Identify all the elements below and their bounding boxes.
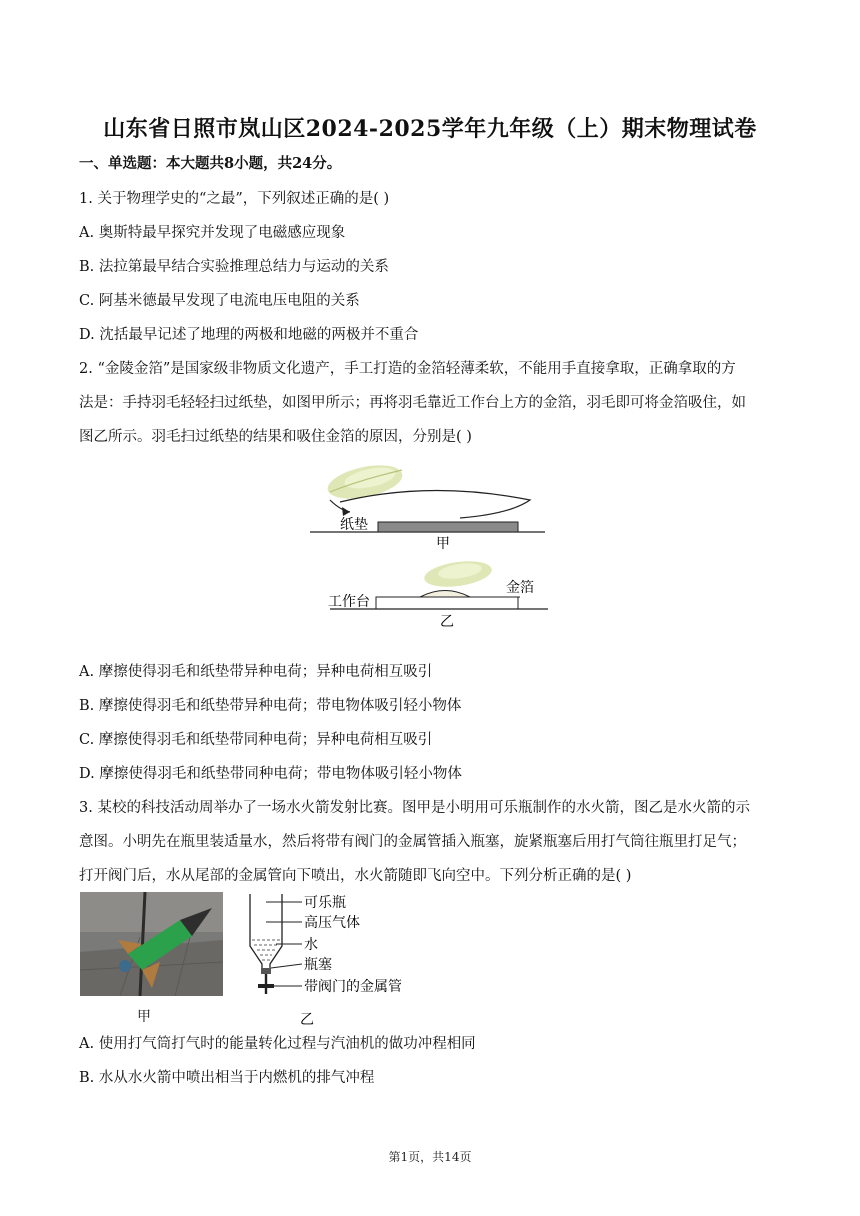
q3-option-b: B. 水从水火箭中喷出相当于内燃机的排气冲程	[79, 1070, 375, 1086]
q2-option-d: D. 摩擦使得羽毛和纸垫带同种电荷；带电物体吸引轻小物体	[79, 766, 462, 782]
section-heading: 一、单选题：本大题共8小题，共24分。	[79, 155, 342, 172]
q1-option-d: D. 沈括最早记述了地理的两极和地磁的两极并不重合	[79, 327, 419, 343]
q2-option-c: C. 摩擦使得羽毛和纸垫带同种电荷；异种电荷相互吸引	[79, 732, 433, 748]
q1-option-b: B. 法拉第最早结合实验推理总结力与运动的关系	[79, 259, 389, 275]
q2-stem-line1: 2. “金陵金箔”是国家级非物质文化遗产，手工打造的金箔轻薄柔软，不能用手直接拿取，正确拿取的方	[79, 361, 736, 377]
label-stopper: 瓶塞	[304, 957, 332, 973]
q3-option-a: A. 使用打气筒打气时的能量转化过程与汽油机的做功冲程相同	[79, 1036, 476, 1052]
work-table	[376, 597, 518, 609]
exam-title: 山东省日照市岚山区2024-2025学年九年级（上）期末物理试卷	[103, 116, 757, 142]
arrow-icon	[342, 507, 350, 516]
label-high-pressure-gas: 高压气体	[304, 915, 360, 931]
page-footer: 第1页，共14页	[388, 1150, 472, 1164]
label-gold-foil: 金箔	[506, 580, 534, 596]
gold-foil	[420, 591, 470, 598]
label-paper-pad: 纸垫	[340, 517, 368, 533]
q2-option-a: A. 摩擦使得羽毛和纸垫带异种电荷；异种电荷相互吸引	[79, 664, 433, 680]
q2-option-b: B. 摩擦使得羽毛和纸垫带异种电荷；带电物体吸引轻小物体	[79, 698, 462, 714]
label-diagram-yi: 乙	[300, 1012, 314, 1028]
water-rocket-photo	[80, 892, 223, 996]
q3-stem-line3: 打开阀门后，水从尾部的金属管向下喷出，水火箭随即飞向空中。下列分析正确的是( )	[79, 868, 632, 884]
q3-stem-line2: 意图。小明先在瓶里装适量水，然后将带有阀门的金属管插入瓶塞，旋紧瓶塞后用打气筒往瓶里打足气；	[79, 834, 746, 850]
label-cola-bottle: 可乐瓶	[304, 895, 346, 911]
q2-stem-line2: 法是：手持羽毛轻轻扫过纸垫，如图甲所示；再将羽毛靠近工作台上方的金箔，羽毛即可将金箔吸住，如	[79, 395, 746, 411]
q1-stem: 1. 关于物理学史的“之最”，下列叙述正确的是( )	[79, 191, 390, 207]
bottle-outline	[250, 894, 282, 972]
label-jia: 甲	[436, 536, 450, 552]
feather-image-yi	[423, 557, 494, 590]
q1-option-c: C. 阿基米德最早发现了电流电压电阻的关系	[79, 293, 360, 309]
water-rocket-diagram	[240, 890, 415, 1030]
q1-option-a: A. 奥斯特最早探究并发现了电磁感应现象	[79, 225, 346, 241]
label-water: 水	[304, 937, 318, 953]
valve	[258, 984, 274, 988]
label-valve-tube: 带阀门的金属管	[304, 979, 402, 995]
feather-image-jia	[325, 459, 406, 504]
label-work-table: 工作台	[328, 594, 370, 610]
label-photo-jia: 甲	[137, 1009, 151, 1025]
stopper	[261, 968, 271, 974]
q2-stem-line3: 图乙所示。羽毛扫过纸垫的结果和吸住金箔的原因，分别是( )	[79, 429, 472, 445]
label-yi: 乙	[440, 614, 454, 630]
q3-stem-line1: 3. 某校的科技活动周举办了一场水火箭发射比赛。图甲是小明用可乐瓶制作的水火箭，图乙是水火箭的示	[79, 800, 750, 816]
paper-pad	[378, 522, 518, 532]
feather-figure	[310, 452, 550, 632]
